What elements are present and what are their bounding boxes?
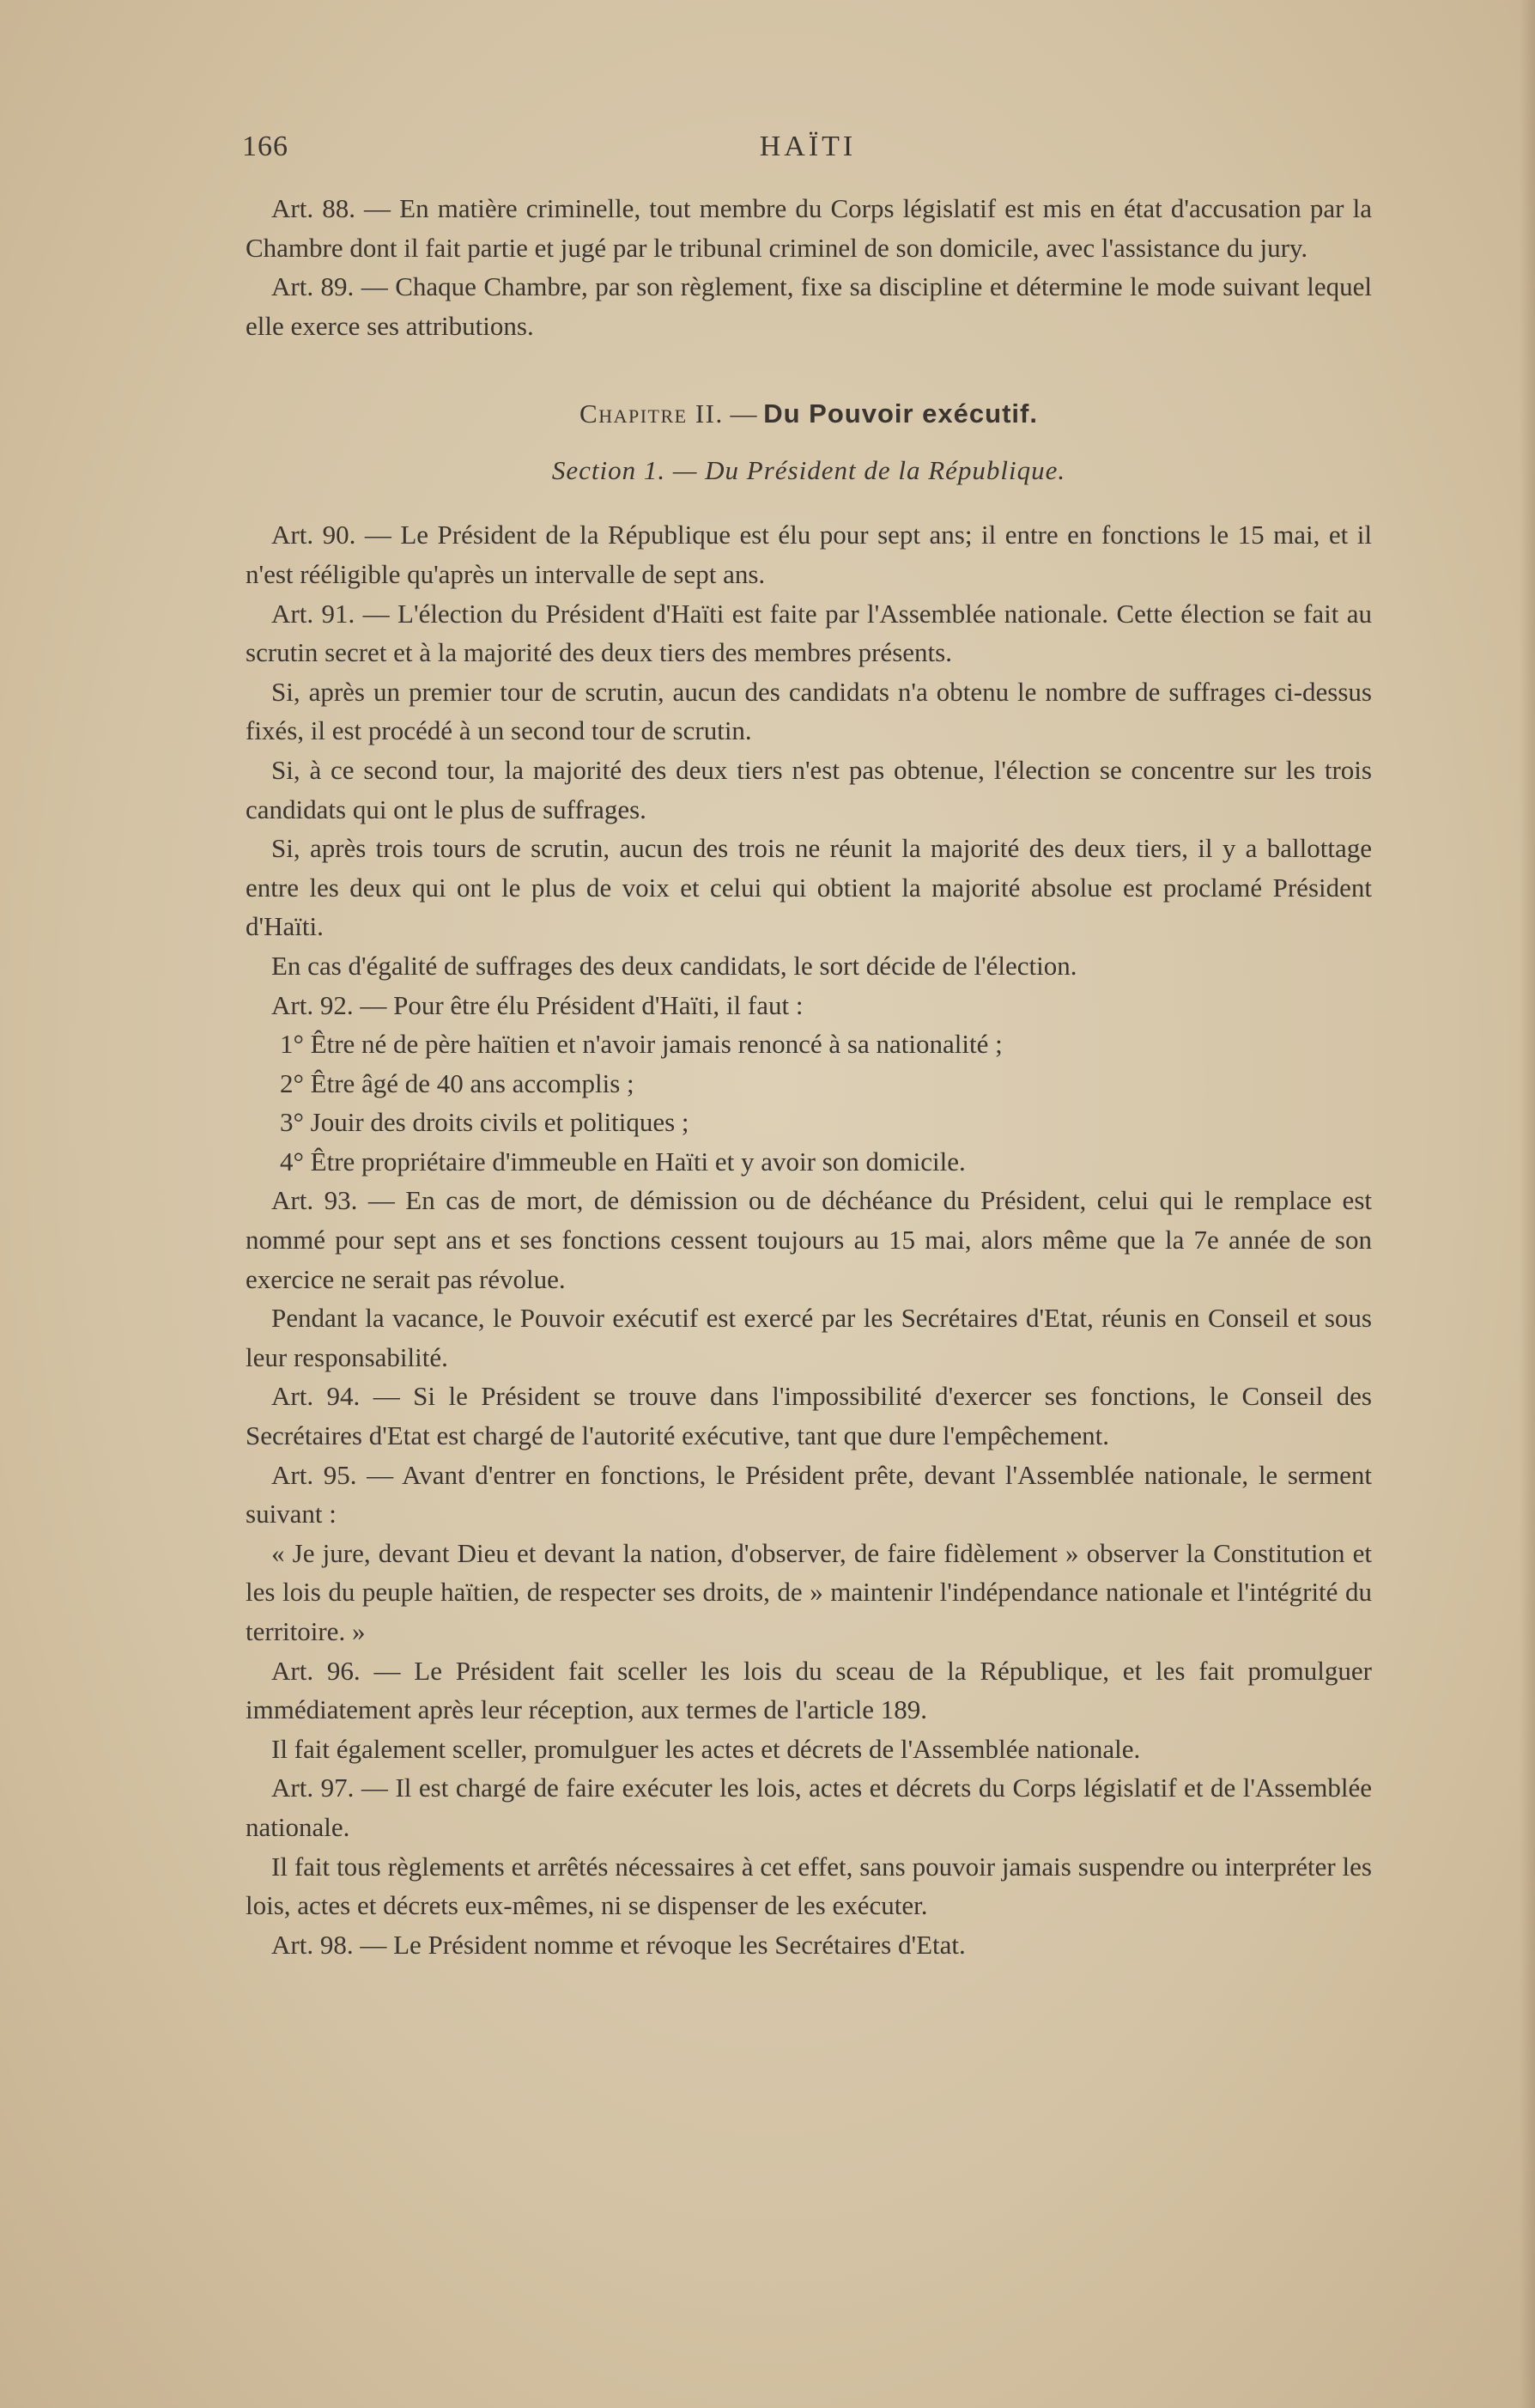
paragraph: En cas d'égalité de suffrages des deux candidats, le sort décide de l'élection. bbox=[271, 950, 1077, 981]
paragraph-art-90: Art. 90. — Le Président de la République est élu pour sept ans; il entre en fonctions le 15 mai, et il n'est rééligible qu'après un intervalle de sept ans. bbox=[246, 520, 1372, 589]
chapter-separator: — bbox=[723, 398, 764, 429]
paragraph: Si, après trois tours de scrutin, aucun des trois ne réunit la majorité des deux tiers, il y a ballottage entre les deux qui ont le plus de voix et celui qui obtient la majorité absolue est proclamé Président d'Haïti. bbox=[246, 833, 1372, 942]
page-number: 166 bbox=[242, 131, 288, 162]
chapter-title: Du Pouvoir exécutif. bbox=[763, 398, 1038, 429]
paragraph: Il fait tous règlements et arrêtés nécessaires à cet effet, sans pouvoir jamais suspendre ou interpréter les lois, actes et décrets eux-mêmes, ni se dispenser de les exécuter. bbox=[246, 1851, 1372, 1921]
page-header bbox=[242, 131, 1374, 173]
paragraph-art-92: Art. 92. — Pour être élu Président d'Haïti, il faut : bbox=[271, 989, 804, 1020]
body-text bbox=[246, 189, 1372, 1964]
paragraph-art-91: Art. 91. — L'élection du Président d'Haïti est faite par l'Assemblée nationale. Cette élection se fait au scrutin secret et à la majorité des deux tiers des membres présents. bbox=[246, 598, 1372, 668]
chapter-label: Chapitre II. bbox=[579, 398, 724, 429]
paragraph-art-96: Art. 96. — Le Président fait sceller les lois du sceau de la République, et les fait promulguer immédiatement après leur réception, aux termes de l'article 189. bbox=[246, 1655, 1372, 1725]
list-item: 4° Être propriétaire d'immeuble en Haïti et y avoir son domicile. bbox=[280, 1146, 966, 1177]
paragraph: Il fait également sceller, promulguer les actes et décrets de l'Assemblée nationale. bbox=[271, 1733, 1141, 1764]
paragraph-art-93: Art. 93. — En cas de mort, de démission ou de déchéance du Président, celui qui le remplace est nommé pour sept ans et ses fonctions cessent toujours au 15 mai, alors même que la 7e année de son exercice ne serait pas révolue. bbox=[246, 1185, 1372, 1294]
paragraph-art-95: Art. 95. — Avant d'entrer en fonctions, le Président prête, devant l'Assemblée nationale, le serment suivant : bbox=[246, 1459, 1372, 1529]
chapter-heading bbox=[246, 393, 1372, 435]
list-item: 3° Jouir des droits civils et politiques ; bbox=[280, 1107, 689, 1138]
paragraph-art-88: Art. 88. — En matière criminelle, tout membre du Corps législatif est mis en état d'accusation par la Chambre dont il fait partie et jugé par le tribunal criminel de son domicile, avec l'assistance du jury. bbox=[246, 193, 1372, 263]
paragraph: Si, à ce second tour, la majorité des deux tiers n'est pas obtenue, l'élection se concentre sur les trois candidats qui ont le plus de suffrages. bbox=[246, 754, 1372, 824]
paragraph: Si, après un premier tour de scrutin, aucun des candidats n'a obtenu le nombre de suffrages ci-dessus fixés, il est procédé à un second tour de scrutin. bbox=[246, 676, 1372, 746]
paragraph-art-89: Art. 89. — Chaque Chambre, par son règlement, fixe sa discipline et détermine le mode suivant lequel elle exerce ses attributions. bbox=[246, 271, 1372, 341]
page-edge-shadow bbox=[1520, 0, 1535, 2408]
paragraph-art-94: Art. 94. — Si le Président se trouve dans l'impossibilité d'exercer ses fonctions, le Conseil des Secrétaires d'Etat est chargé de l'autorité exécutive, tant que dure l'empêchement. bbox=[246, 1381, 1372, 1451]
list-item: 2° Être âgé de 40 ans accomplis ; bbox=[280, 1067, 634, 1098]
paragraph-art-97: Art. 97. — Il est chargé de faire exécuter les lois, actes et décrets du Corps législatif et de l'Assemblée nationale. bbox=[246, 1773, 1372, 1842]
section-heading: Section 1. — Du Président de la République. bbox=[551, 455, 1066, 486]
oath-quote: « Je jure, devant Dieu et devant la nation, d'observer, de faire fidèlement » observer la Constitution et les lois du peuple haïtien, de respecter ses droits, de » maintenir l'indépendance nationale et l'intégrité du territoire. » bbox=[246, 1537, 1372, 1646]
paragraph: Pendant la vacance, le Pouvoir exécutif est exercé par les Secrétaires d'Etat, réunis en Conseil et sous leur responsabilité. bbox=[246, 1303, 1372, 1372]
paragraph-art-98: Art. 98. — Le Président nomme et révoque les Secrétaires d'Etat. bbox=[271, 1929, 966, 1960]
running-title: HAÏTI bbox=[759, 131, 857, 162]
list-item: 1° Être né de père haïtien et n'avoir jamais renoncé à sa nationalité ; bbox=[280, 1029, 1003, 1060]
